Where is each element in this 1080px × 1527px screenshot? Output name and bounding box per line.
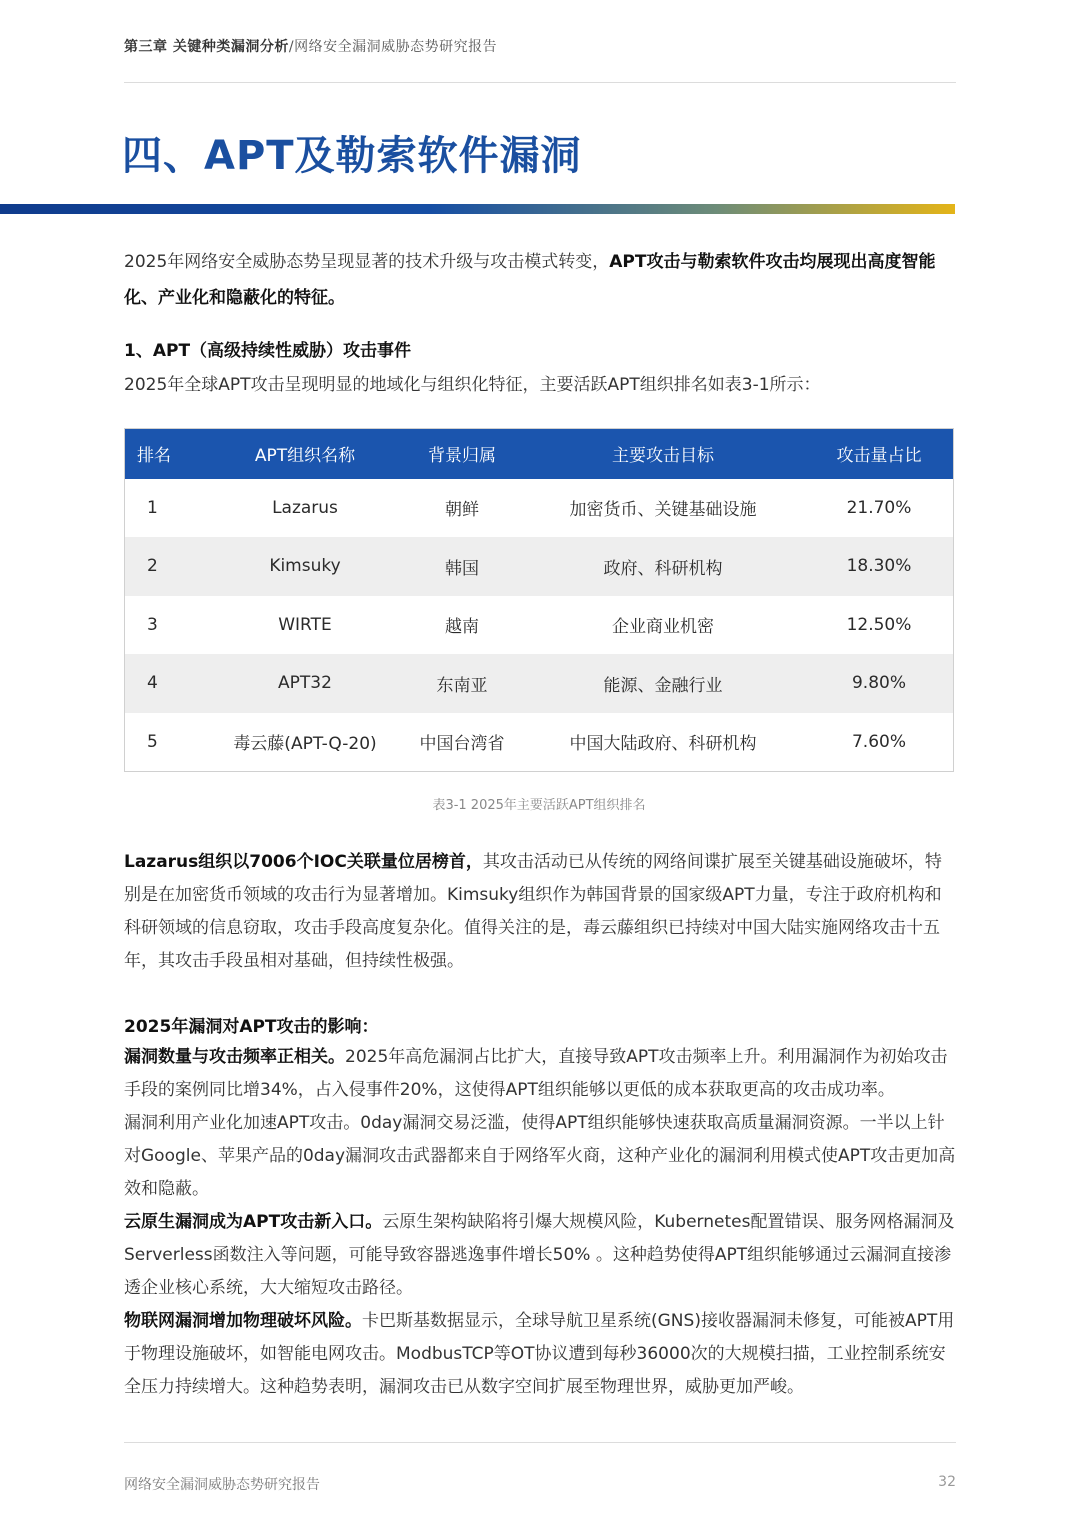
- table-row: [125, 713, 954, 772]
- header-background: 背景归属: [428, 446, 496, 467]
- section-title: 四、APT及勒索软件漏洞: [122, 133, 582, 179]
- table-row: [125, 537, 954, 596]
- impact-paragraph: [124, 1041, 958, 1404]
- running-header: [124, 36, 497, 56]
- cell-background: 中国台湾省: [419, 734, 505, 754]
- cell-target: 能源、金融行业: [603, 675, 723, 696]
- impact-item1-bold: 漏洞数量与攻击频率正相关。: [124, 1047, 345, 1067]
- cell-target: 加密货币、关键基础设施: [569, 500, 757, 521]
- table-row: [125, 654, 954, 713]
- cell-target: 中国大陆政府、科研机构: [569, 734, 757, 754]
- cell-target: 政府、科研机构: [603, 558, 723, 579]
- impact-item3-bold: 云原生漏洞成为APT攻击新入口。: [124, 1212, 383, 1232]
- title-gradient-bar: [0, 204, 955, 214]
- intro-text: 2025年网络安全威胁态势呈现显著的技术升级与攻击模式转变，: [124, 252, 610, 272]
- table-header-row: [125, 429, 954, 479]
- intro-paragraph: [124, 244, 956, 316]
- cell-background: 东南亚: [436, 675, 488, 696]
- cell-rank: 1: [147, 497, 158, 518]
- subsection-description: 2025年全球APT攻击呈现明显的地域化与组织化特征，主要活跃APT组织排名如表3-1所示：: [124, 375, 821, 395]
- table-row: [125, 596, 954, 655]
- paragraph1-text: 其攻击活动已从传统的网络间谍扩展至关键基础设施破坏，特别是在加密货币领域的攻击行为显著增加。Kimsuky组织作为韩国背景的国家级APT力量，专注于政府机构和科研领域的信息窃取，攻击手段高度复杂化。值得关注的是，毒云藤组织已持续对中国大陆实施网络攻击十五年，其攻击手段虽相对基础，但持续性极强。: [124, 852, 942, 971]
- cell-background: 朝鲜: [445, 500, 479, 521]
- cell-share: 21.70%: [846, 497, 912, 518]
- impact-item2-text: 漏洞利用产业化加速APT攻击。0day漏洞交易泛滥，使得APT组织能够快速获取高质量漏洞资源。一半以上针对Google、苹果产品的0day漏洞攻击武器都来自于网络军火商，这种产业化的漏洞利用模式使APT攻击更加高效和隐蔽。: [124, 1113, 956, 1199]
- cell-share: 9.80%: [851, 673, 906, 694]
- lazarus-paragraph: [124, 846, 958, 978]
- header-separator: /: [288, 39, 295, 55]
- header-rank: 排名: [137, 446, 171, 467]
- impact-item4-text: 卡巴斯基数据显示，全球导航卫星系统(GNS)接收器漏洞未修复，可能被APT用于物理设施破坏，如智能电网攻击。ModbusTCP等OT协议遭到每秒36000次的大规模扫描，工业控制系统安全压力持续增大。这种趋势表明，漏洞攻击已从数字空间扩展至物理世界，威胁更加严峻。: [124, 1311, 955, 1397]
- cell-name: 毒云藤(APT-Q-20): [233, 734, 377, 754]
- impact-item1-text: 2025年高危漏洞占比扩大，直接导致APT攻击频率上升。利用漏洞作为初始攻击手段的案例同比增34%，占入侵事件20%，这使得APT组织能够以更低的成本获取更高的攻击成功率。: [124, 1047, 948, 1100]
- table-row: [125, 479, 954, 538]
- cell-name: WIRTE: [278, 614, 332, 635]
- header-report-title: 网络安全漏洞威胁态势研究报告: [294, 39, 498, 55]
- cell-rank: 2: [147, 556, 158, 577]
- table-caption: 表3-1 2025年主要活跃APT组织排名: [432, 798, 646, 813]
- cell-share: 7.60%: [851, 731, 906, 752]
- header-chapter: 第三章 关键种类漏洞分析: [124, 39, 289, 55]
- cell-background: 越南: [445, 617, 479, 638]
- cell-share: 18.30%: [846, 556, 912, 577]
- apt-ranking-table: [124, 428, 954, 772]
- cell-name: Lazarus: [272, 497, 338, 518]
- subsection-heading: 1、APT（高级持续性威胁）攻击事件: [124, 341, 412, 361]
- footer-divider: [124, 1442, 956, 1443]
- cell-share: 12.50%: [846, 614, 912, 635]
- cell-target: 企业商业机密: [612, 617, 714, 638]
- header-divider: [124, 82, 956, 83]
- intro-bold-text: APT攻击与勒索软件攻击均展现出高度智能化、产业化和隐蔽化的特征。: [124, 252, 936, 308]
- footer-report-title: 网络安全漏洞威胁态势研究报告: [124, 1477, 320, 1493]
- impact-item3-text: 云原生架构缺陷将引爆大规模风险，Kubernetes配置错误、服务网格漏洞及Serverless函数注入等问题，可能导致容器逃逸事件增长50% 。这种趋势使得APT组织能够通过云漏洞直接渗透企业核心系统，大大缩短攻击路径。: [124, 1212, 955, 1298]
- header-target: 主要攻击目标: [612, 446, 714, 467]
- header-share: 攻击量占比: [836, 446, 922, 467]
- cell-background: 韩国: [445, 558, 479, 579]
- paragraph1-bold: Lazarus组织以7006个IOC关联量位居榜首，: [124, 852, 483, 872]
- header-name: APT组织名称: [254, 446, 356, 467]
- cell-rank: 4: [147, 673, 158, 694]
- page-number: 32: [938, 1474, 956, 1490]
- cell-name: APT32: [278, 673, 332, 694]
- cell-rank: 5: [147, 731, 158, 752]
- cell-rank: 3: [147, 614, 158, 635]
- impact-item4-bold: 物联网漏洞增加物理破坏风险。: [124, 1311, 362, 1331]
- cell-name: Kimsuky: [269, 556, 341, 577]
- impact-heading: 2025年漏洞对APT攻击的影响：: [124, 1017, 379, 1037]
